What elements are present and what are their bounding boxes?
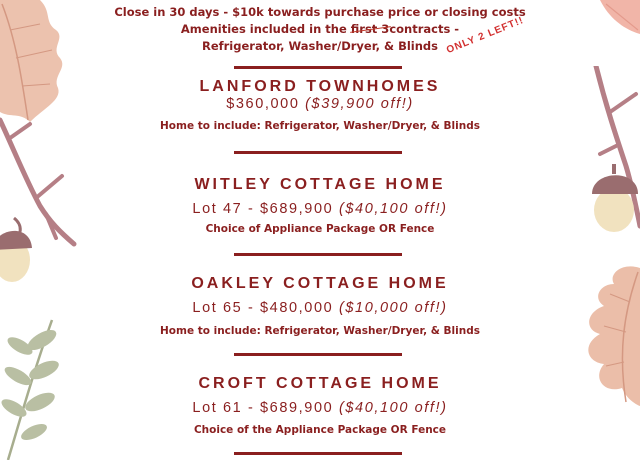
section-divider (234, 353, 402, 356)
price-value: Lot 47 - $689,900 (192, 201, 334, 217)
home-price-witley (0, 201, 640, 217)
price-value: Lot 65 - $480,000 (192, 300, 334, 316)
section-divider (234, 151, 402, 154)
promo-line-amenities (0, 21, 640, 38)
promo-amenities-text-after: contracts - (389, 22, 460, 36)
price-discount: ($39,900 off!) (305, 96, 414, 112)
home-includes-witley: Choice of Appliance Package OR Fence (205, 223, 435, 235)
section-divider (234, 66, 402, 69)
promo-line-appliances: Refrigerator, Washer/Dryer, & Blinds (201, 39, 439, 53)
section-divider (234, 253, 402, 256)
home-includes-croft: Choice of the Appliance Package OR Fence (193, 424, 447, 436)
home-includes-lanford: Home to include: Refrigerator, Washer/Dryer, & Blinds (160, 120, 480, 132)
price-value: Lot 61 - $689,900 (192, 400, 334, 416)
home-price-croft (0, 400, 640, 416)
left-branch-with-acorn-illustration (0, 110, 80, 285)
home-price-oakley (0, 300, 640, 316)
home-title-lanford: LANFORD TOWNHOMES (199, 78, 441, 95)
promo-line-closing-incentive: Close in 30 days - $10k towards purchase price or closing costs (114, 5, 526, 19)
home-title-oakley: OAKLEY COTTAGE HOME (191, 275, 449, 292)
price-discount: ($10,000 off!) (338, 300, 448, 316)
promo-struck-text: first 3 (350, 22, 390, 36)
home-title-croft: CROFT COTTAGE HOME (198, 375, 442, 392)
home-title-witley: WITLEY COTTAGE HOME (194, 176, 446, 193)
home-price-lanford (0, 96, 640, 112)
home-includes-oakley: Home to include: Refrigerator, Washer/Dryer, & Blinds (160, 325, 480, 337)
promo-amenities-text-before: Amenities included in the (180, 22, 351, 36)
price-value: $360,000 (226, 96, 300, 112)
price-discount: ($40,100 off!) (338, 201, 448, 217)
price-discount: ($40,100 off!) (338, 400, 448, 416)
only-2-left-handwritten-note: ONLY 2 LEFT!! (444, 14, 526, 57)
section-divider (234, 452, 402, 455)
